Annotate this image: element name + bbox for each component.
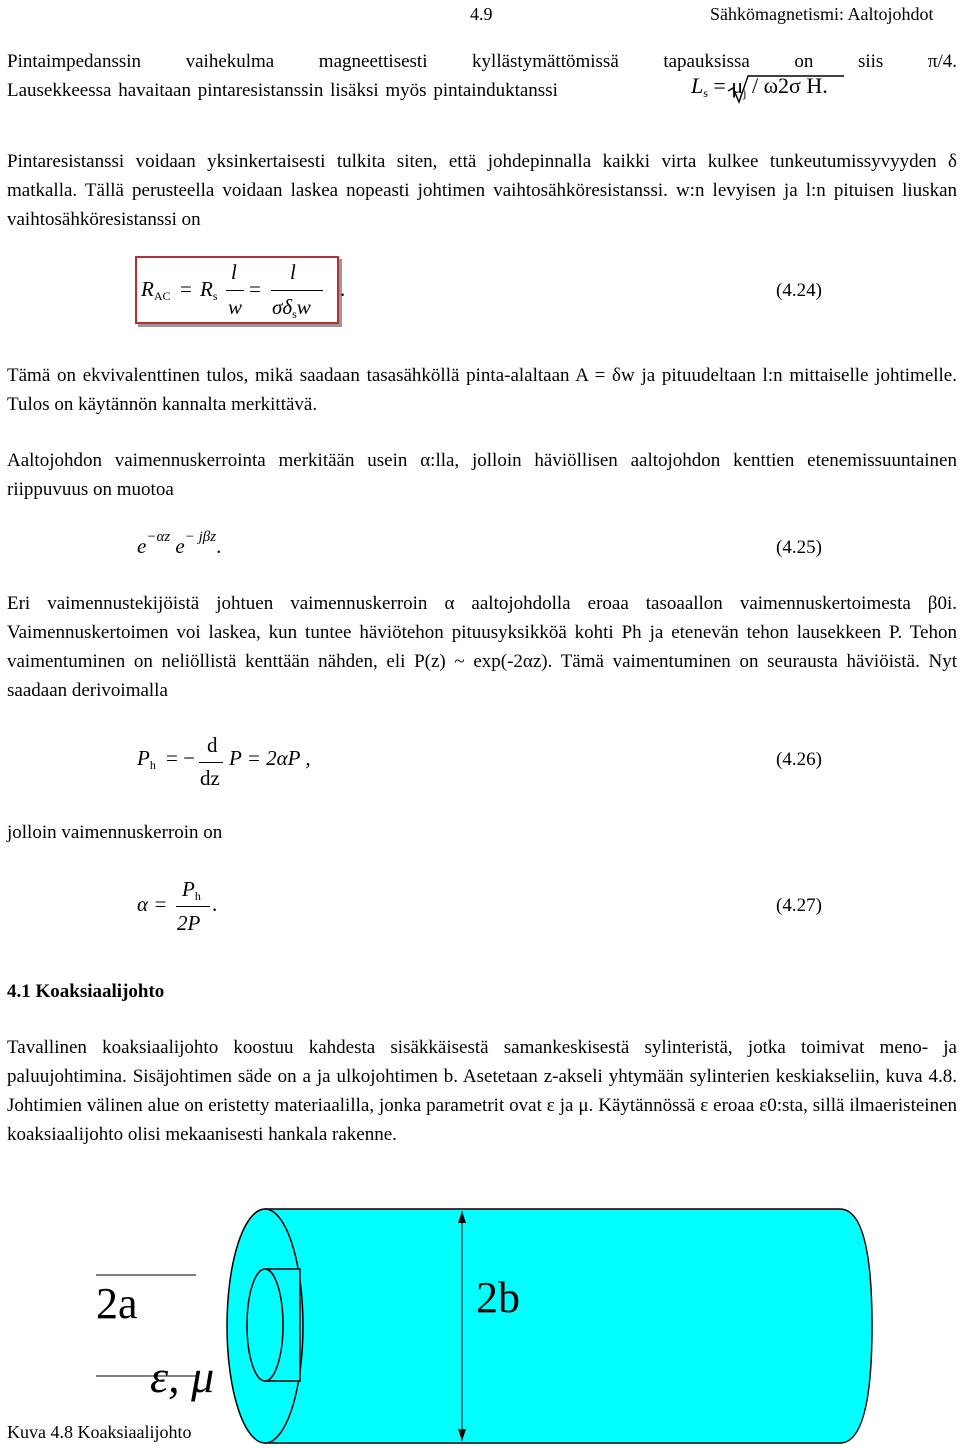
eq426-d: d [207,733,218,757]
fraction-line [199,762,223,763]
equation-number: (4.27) [776,895,822,916]
eq424-dot: . [340,277,346,301]
eq426-eq: = − [166,746,195,770]
para-6: jolloin vaimennuskerroin on [7,822,223,843]
section-heading: 4.1 Koaksiaalijohto [7,981,165,1002]
eq424-w1: w [228,295,243,319]
equation-number: (4.25) [776,537,822,558]
eq427-dot: . [212,892,218,916]
running-header: Sähkömagnetismi: Aaltojohdot [710,4,934,24]
para-2: Pintaresistanssi voidaan yksinkertaisesti tulkita siten, että johdepinnalla kaikki virta kulkee tunkeutumissyvyyden δ matkalla. Tällä perusteella voidaan laskea nopeasti johtimen vaihtosähköresistanssi. w:n levyisen ja l:n pituisen liuskan vaihtosähköresistanssi on [7,151,957,230]
eq424-den: $\sigma\delta_sw$ [272,295,311,321]
eq424-l2: l [290,260,296,284]
eq425-expr: $e^{-\alpha z}$ $e^{- j\beta z}$. [137,529,222,558]
eq424-R: $R_{AC}$ [141,277,171,303]
label-eps-mu: ε, μ [150,1351,215,1402]
label-2a: 2a [96,1279,138,1328]
eq424-l1: l [231,260,237,284]
fraction-line [226,290,244,291]
sqrt-sign [726,74,846,104]
para-3: Tämä on ekvivalenttinen tulos, mikä saadaan tasasähköllä pinta-alaltaan A = δw ja pituudeltaan l:n mittaiselle johtimelle. Tulos on käytännön kannalta merkittävä. [7,365,957,415]
fraction-line [271,290,323,291]
fraction-line [176,906,210,907]
section-number: 4.9 [470,4,493,24]
para-1-line-2: Lausekkeessa havaitaan pintaresistanssin lisäksi myös pintainduktanssi [7,80,558,101]
eq427-num: $P_h$ [182,877,201,903]
eq427-alpha: α = [137,892,168,916]
eq426-P: $P_h$ [137,746,156,772]
outer-cylinder-body [265,1209,872,1443]
label-2b: 2b [476,1273,520,1322]
para-4: Aaltojohdon vaimennuskerrointa merkitään usein α:lla, jolloin häviöllisen aaltojohdon kenttien etenemissuuntainen riippuvuus on muotoa [7,450,957,500]
para-5: Eri vaimennustekijöistä johtuen vaimennuskerroin α aaltojohdolla eroaa tasoaallon vaimennuskertoimesta β0i. Vaimennuskertoimen voi laskea, kun tuntee häviötehon pituusyksikköä kohti Ph ja etenevän tehon lausekkeen P. Tehon vaimentuminen on neliöllistä kenttään nähden, eli P(z) ~ exp(-2αz). Tämä vaimentuminen on seurausta häviöistä. Nyt saadaan derivoimalla [7,593,957,701]
eq424-eq1: = [180,277,192,301]
equation-number: (4.26) [776,749,822,770]
inductance-formula: $L_s = \mu_j / \omega 2\sigma$ H. [691,73,828,100]
eq424-Rs: $R_s$ [200,277,218,303]
para-7: Tavallinen koaksiaalijohto koostuu kahdesta sisäkkäisestä samankeskisestä sylinteristä, jotka toimivat meno- ja paluujohtimina. Sisäjohtimen säde on a ja ulkojohtimen b. Asetetaan z-akseli yhtymään sylinterien keskiakseliin, kuva 4.8. Johtimien välinen alue on eristetty materiaalilla, jonka parametrit ovat ε ja μ. Käytännössä ε eroaa ε0:sta, sillä ilmaeristeinen koaksiaalijohto olisi mekaanisesti hankala rakenne. [7,1037,957,1145]
equation-number: (4.24) [776,280,822,301]
figure-caption: Kuva 4.8 Koaksiaalijohto [7,1422,192,1442]
para-1-line-1: Pintaimpedanssin vaihekulma magneettisesti kyllästymättömissä tapauksissa on siis π/4. [7,51,957,72]
eq426-rest: P = 2αP , [229,746,311,770]
eq426-dz: dz [200,766,220,790]
eq427-den: 2P [177,911,201,935]
eq424-eq2: = [249,277,261,301]
